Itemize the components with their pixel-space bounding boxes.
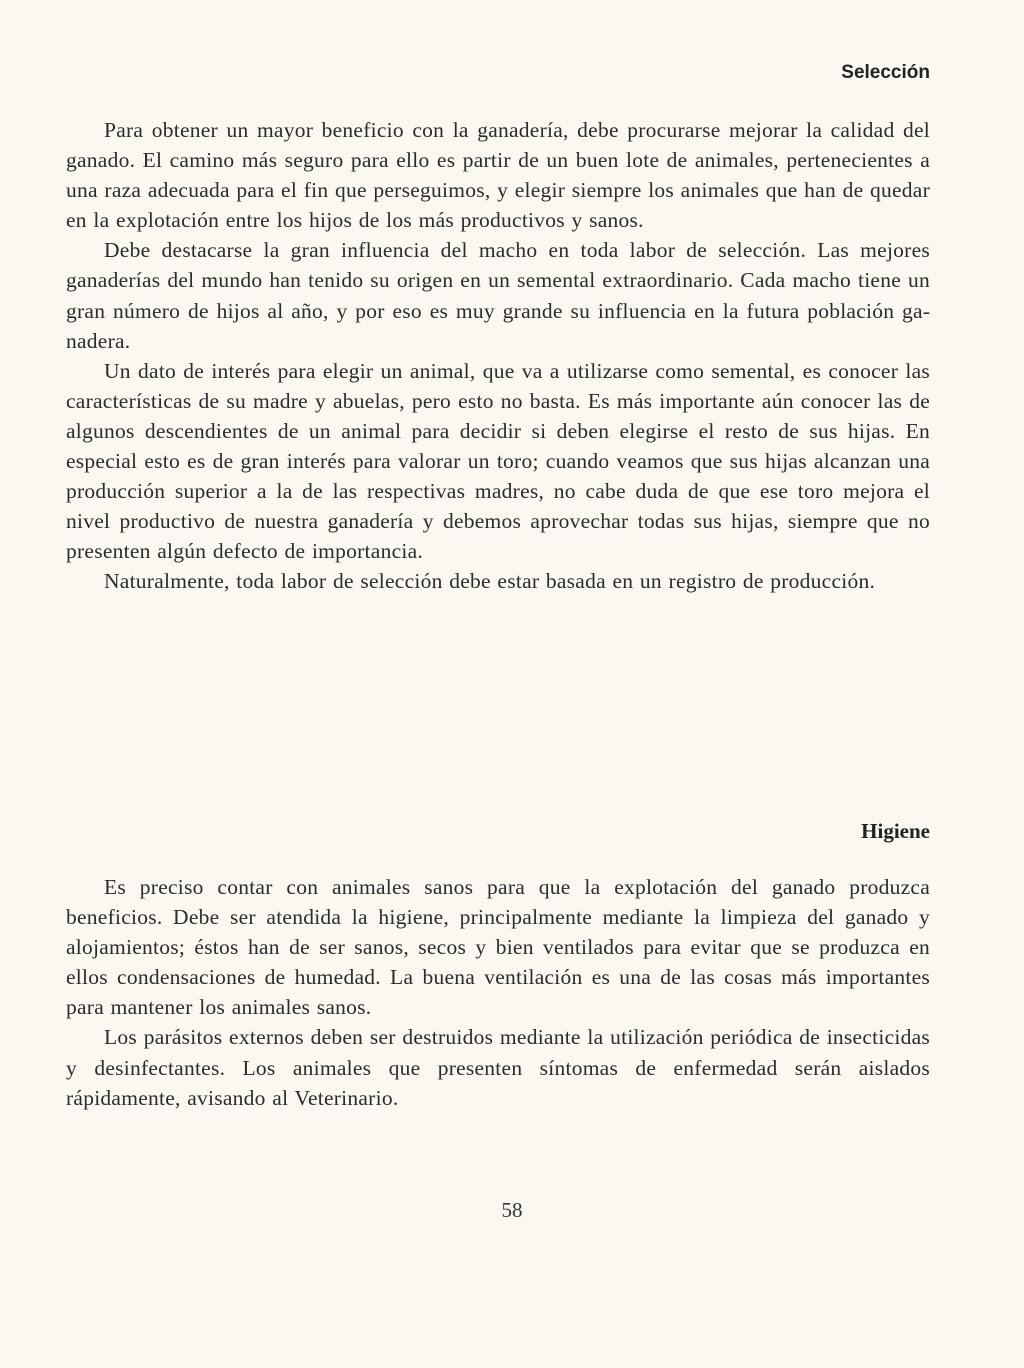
section-body-higiene — [66, 872, 930, 1113]
paragraph: Es preciso contar con animales sanos para que la explotación del ganado produzca beneficios. Debe ser atendida la higiene, principalmente mediante la limpieza del ganado y alojamientos; éstos han de ser sanos, secos y bien ventilados para evitar que se produzca en ellos condensaciones de humedad. La buena ventilación es una de las cosas más importantes para mantener los animales sanos. — [66, 875, 930, 1020]
paragraph: Los parásitos externos deben ser destruidos mediante la utilización periódica de insecticidas y desinfectantes. Los animales que presenten síntomas de enfermedad serán aislados rápidamente, avisando al Veterinario. — [66, 1025, 930, 1110]
paragraph: Para obtener un mayor beneficio con la ganadería, debe procurarse mejorar la calidad del ganado. El camino más seguro para ello es partir de un buen lote de animales, pertenecientes a una raza adecuada para el fin que perseguimos, y elegir siempre los animales que han de quedar en la explotación entre los hijos de los más productivos y sanos. — [66, 118, 930, 233]
section-heading-seleccion: Selección — [841, 62, 930, 83]
paragraph: Debe destacarse la gran influencia del macho en toda labor de selección. Las mejores ganaderías del mundo han tenido su origen en un semental extraordinario. Cada macho tiene un gran número de hijos al año, y por eso es muy grande su influencia en la futura población ganadera. — [66, 238, 930, 353]
page-number: 58 — [501, 1198, 523, 1222]
section-body-seleccion — [66, 115, 930, 597]
paragraph: Naturalmente, toda labor de selección debe estar basada en un registro de producción. — [104, 569, 876, 594]
section-heading-higiene: Higiene — [861, 819, 930, 843]
paragraph: Un dato de interés para elegir un animal, que va a utilizarse como semental, es conocer las características de su madre y abuelas, pero esto no basta. Es más importante aún conocer las de algunos descendientes de un animal para decidir si deben elegirse el resto de sus hijas. En especial esto es de gran interés para valorar un toro; cuando veamos que sus hijas alcanzan una producción superior a la de las respectivas madres, no cabe duda de que ese toro mejora el nivel productivo de nuestra ganadería y debemos aprovechar todas sus hijas, siempre que no presenten algún defecto de importancia. — [66, 358, 930, 564]
